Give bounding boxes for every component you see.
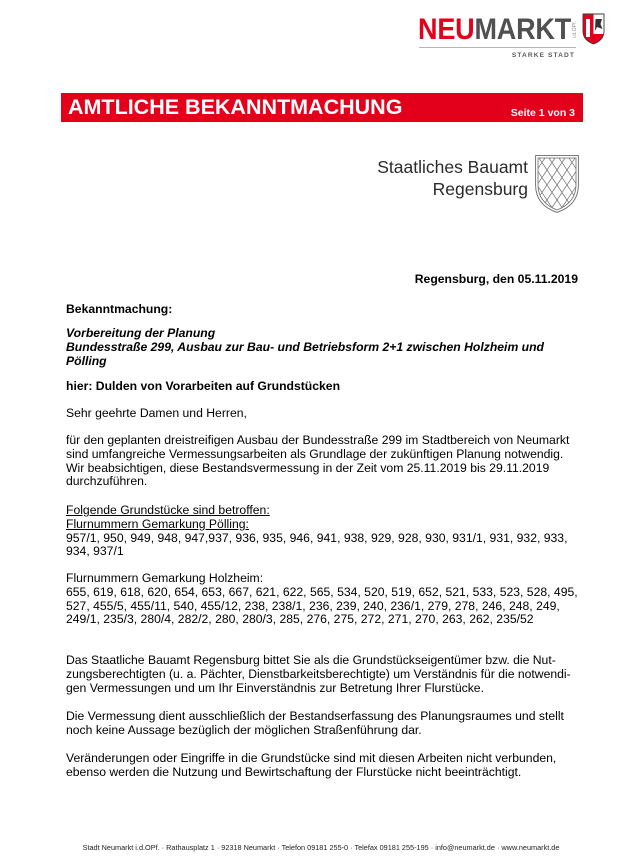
paragraph-line: sind umfangreiche Vermessungsarbeiten als Grundlage der zukünftigen Planung notwendig.	[66, 446, 564, 461]
authority-name: Staatliches Bauamt	[377, 157, 528, 177]
place-date: Regensburg, den 05.11.2019	[414, 272, 578, 286]
poelling-heading: Flurnummern Gemarkung Pölling:	[66, 516, 249, 531]
subject-line: Pölling	[66, 353, 107, 368]
paragraph-line: durchzuführen.	[66, 474, 148, 489]
logo-divider	[419, 47, 576, 48]
logo-tagline: STARKE STADT	[511, 52, 575, 59]
notice-banner	[61, 93, 583, 122]
parcels-heading: Folgende Grundstücke sind betroffen:	[66, 503, 270, 517]
logo-wordmark-gray-part: MARKT	[474, 13, 572, 46]
notice-kind: Bekanntmachung:	[66, 302, 173, 316]
parcel-numbers-line: 249/1, 235/3, 280/4, 282/2, 280, 280/3, 285, 276, 275, 272, 271, 270, 263, 262, 235/52	[66, 612, 534, 627]
parcel-numbers-line: 957/1, 950, 949, 948, 947,937, 936, 935, 946, 941, 938, 929, 928, 930, 931/1, 931, 932, 933,	[66, 530, 568, 545]
purpose-paragraph	[66, 710, 564, 738]
no-impact-paragraph	[66, 752, 556, 780]
parcel-numbers-line: 655, 619, 618, 620, 654, 653, 667, 621, 622, 565, 534, 520, 519, 652, 521, 533, 523, 528, 495,	[66, 584, 578, 599]
page-indicator: Seite 1 von 3	[510, 106, 575, 119]
parcel-numbers-line: 527, 455/5, 455/11, 540, 455/12, 238, 238/1, 236, 239, 240, 236/1, 279, 278, 246, 248, 249,	[66, 598, 560, 613]
paragraph-line: Wir beabsichtigen, diese Bestandsvermessung in der Zeit vom 25.11.2019 bis 29.11.2019	[66, 460, 550, 475]
regarding-line: hier: Dulden von Vorarbeiten auf Grundstücken	[66, 379, 341, 393]
paragraph-line: für den geplanten dreistreifigen Ausbau der Bundesstraße 299 im Stadtbereich von Neumarkt	[66, 433, 570, 447]
subject-line: Bundesstraße 299, Ausbau zur Bau- und Betriebsform 2+1 zwischen Holzheim und	[66, 339, 545, 354]
paragraph-line: ebenso werden die Nutzung und Bewirtschaftung der Flurstücke nicht beeinträchtigt.	[66, 764, 522, 779]
salutation: Sehr geehrte Damen und Herren,	[66, 406, 247, 420]
parcel-numbers-line: 934, 937/1	[66, 544, 124, 559]
holzheim-heading: Flurnummern Gemarkung Holzheim:	[66, 571, 264, 585]
logo-wordmark	[418, 15, 571, 45]
paragraph-line: Die Vermessung dient ausschließlich der Bestandserfassung des Planungsraumes und stellt	[66, 709, 564, 723]
subject	[66, 327, 544, 368]
parcels-holzheim	[66, 572, 578, 627]
shield-outer-outline	[536, 156, 579, 213]
footer-contact-line: Stadt Neumarkt i.d.OPf. · Rathausplatz 1 · 92318 Neumarkt · Telefon 09181 255-0 · Telefax 09181 255-195 · info@neumarkt.de · www.neumarkt.de	[82, 843, 560, 852]
logo-suffix: i.d.OPf.	[572, 21, 578, 39]
parcels-poelling	[66, 504, 567, 559]
request-paragraph	[66, 654, 571, 695]
neumarkt-coat-of-arms-icon	[582, 13, 605, 45]
paragraph-line: Das Staatliche Bauamt Regensburg bittet Sie als die Grundstückseigentümer bzw. die Nut-	[66, 653, 556, 667]
paragraph-line: Veränderungen oder Eingriffe in die Grundstücke sind mit diesen Arbeiten nicht verbunden,	[66, 751, 557, 765]
banner-title: AMTLICHE BEKANNTMACHUNG	[68, 95, 403, 119]
paragraph-line: noch keine Aussage bezüglich der möglichen Straßenführung dar.	[66, 722, 422, 737]
intro-paragraph	[66, 434, 569, 489]
paragraph-line: zungsberechtigten (u. a. Pächter, Dienstbarkeitsberechtigte) um Verständnis für die notwendi-	[66, 666, 571, 681]
paragraph-line: gen Vermessungen und um Ihr Einverständnis zur Betretung Ihrer Flurstücke.	[66, 680, 484, 695]
subject-line: Vorbereitung der Planung	[66, 326, 216, 340]
logo-wordmark-red-part: NEU	[418, 13, 475, 46]
issuing-authority	[377, 156, 528, 200]
authority-city: Regensburg	[432, 179, 528, 199]
bavarian-lozenge-shield-icon	[535, 155, 579, 213]
